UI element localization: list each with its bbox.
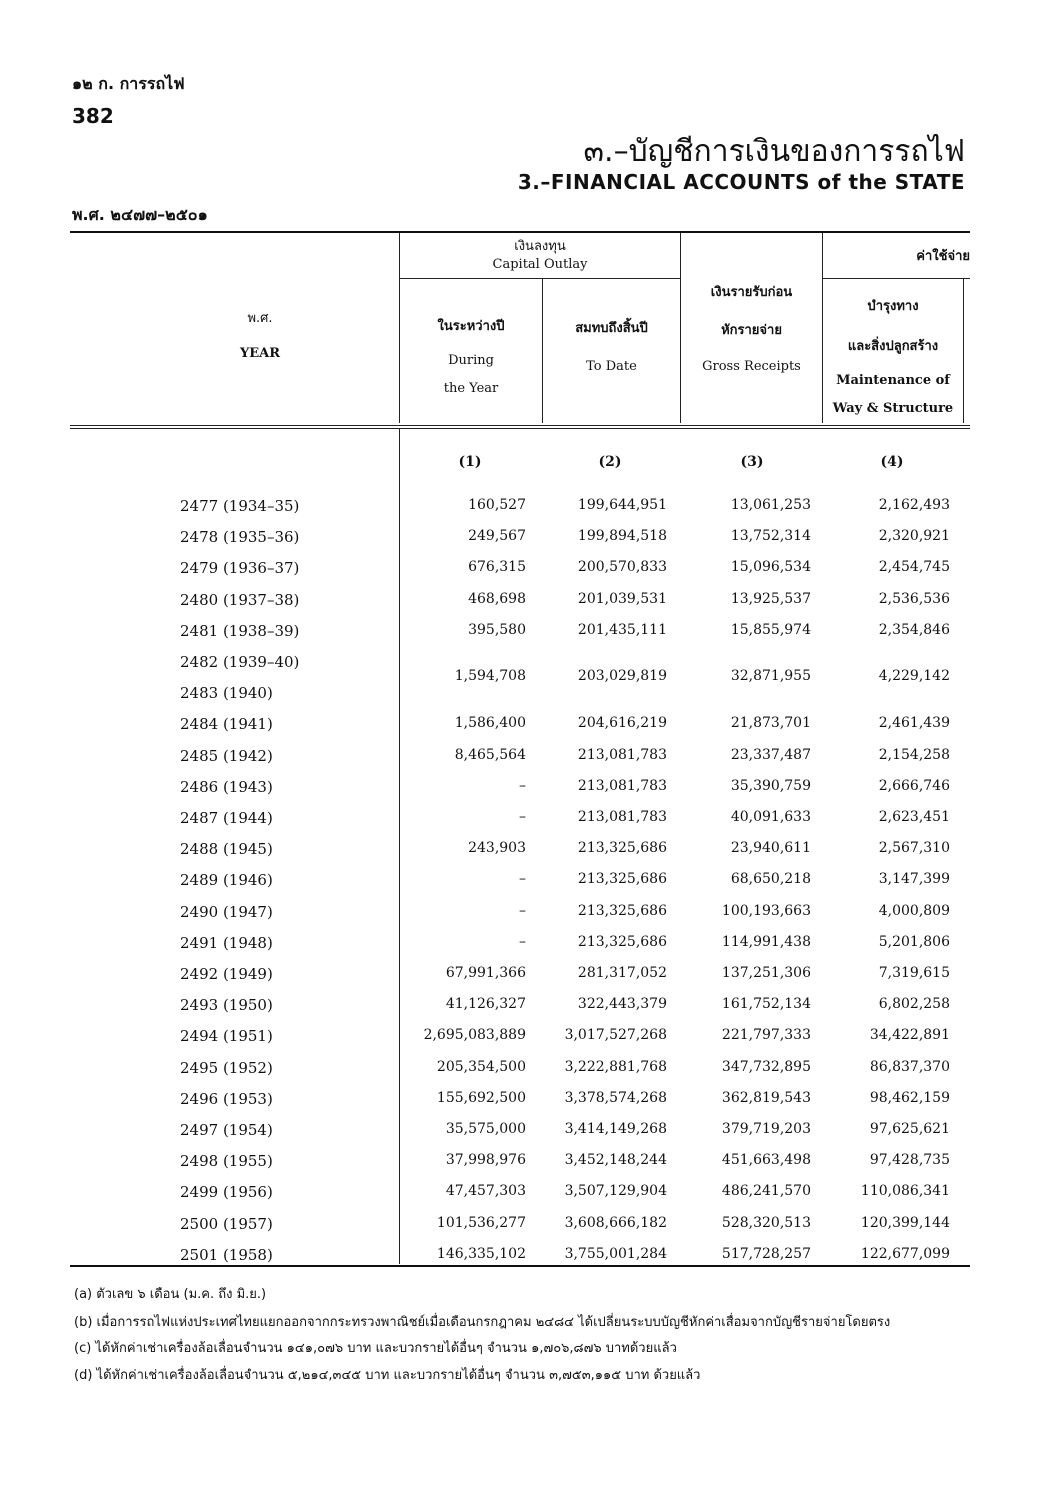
table-cell-c4: 34,422,891	[869, 1027, 950, 1043]
table-row-year: 2489 (1946)	[180, 871, 273, 889]
header-expense-th: ค่าใช้จ่าย	[916, 249, 970, 264]
table-cell-c1: –	[519, 809, 526, 825]
table-cell-c2: 199,894,518	[577, 528, 667, 544]
table-cell-c3: 528,320,513	[721, 1215, 811, 1231]
table-cell-c2: 201,435,111	[577, 622, 667, 638]
column-number-3: (3)	[740, 454, 764, 470]
table-row-year: 2481 (1938–39)	[180, 622, 300, 640]
table-cell-c4: 122,677,099	[860, 1246, 950, 1262]
table-cell-c4: 3,147,399	[878, 871, 950, 887]
table-cell-c1: 41,126,327	[445, 996, 526, 1012]
table-row-year: 2494 (1951)	[180, 1027, 273, 1045]
header-during-en2: the Year	[443, 381, 499, 396]
header-maint-th2: และสิ่งปลูกสร้าง	[847, 339, 939, 354]
table-cell-c2: 3,414,149,268	[564, 1121, 667, 1137]
table-cell-c2: 281,317,052	[577, 965, 667, 981]
table-cell-c1: 676,315	[468, 559, 526, 575]
table-row-year: 2491 (1948)	[180, 934, 273, 952]
footnote-b: (b) เมื่อการรถไฟแห่งประเทศไทยแยกออกจากกระทรวงพาณิชย์เมื่อเดือนกรกฎาคม ๒๔๘๔ ได้เปลี่ยนระบบบัญชีหักค่าเสื่อมจากบัญชีรายจ่ายโดยตรง	[74, 1315, 891, 1330]
table-row-year: 2493 (1950)	[180, 996, 273, 1014]
header-during-th: ในระหว่างปี	[437, 319, 505, 334]
table-row-year: 2500 (1957)	[180, 1215, 273, 1233]
table-cell-c2: 213,081,783	[577, 778, 667, 794]
table-cell-c2: 213,081,783	[577, 809, 667, 825]
table-cell-c3: 347,732,895	[721, 1059, 811, 1075]
divider-during	[542, 279, 543, 423]
table-cell-c2: 3,452,148,244	[564, 1152, 667, 1168]
period-label: พ.ศ. ๒๔๗๗–๒๕๐๑	[72, 205, 208, 224]
header-capital-th: เงินลงทุน	[514, 239, 566, 254]
table-cell-c2: 3,608,666,182	[564, 1215, 667, 1231]
table-row-year: 2480 (1937–38)	[180, 591, 300, 609]
table-cell-c3: 13,061,253	[730, 497, 811, 513]
table-cell-c4: 2,623,451	[878, 809, 950, 825]
table-cell-c4: 97,428,735	[869, 1152, 950, 1168]
table-cell-c1: 8,465,564	[454, 747, 526, 763]
table-cell-c2: 3,222,881,768	[564, 1059, 667, 1075]
table-cell-c1: 2,695,083,889	[423, 1027, 526, 1043]
table-cell-c4: 2,666,746	[878, 778, 950, 794]
column-number-2: (2)	[598, 454, 622, 470]
table-cell-c2: 203,029,819	[577, 668, 667, 684]
table-cell-c4: 2,461,439	[878, 715, 950, 731]
footnote-c: (c) ได้หักค่าเช่าเครื่องล้อเลื่อนจำนวน ๑๔๑,๐๗๖ บาท และบวกรายได้อื่นๆ จำนวน ๑,๗๐๖,๘๗๖ บาทด้วยแล้ว	[74, 1341, 677, 1356]
table-cell-c4: 2,154,258	[878, 747, 950, 763]
table-cell-c2: 200,570,833	[577, 559, 667, 575]
table-cell-c1: 101,536,277	[436, 1215, 526, 1231]
table-cell-c1: 47,457,303	[445, 1183, 526, 1199]
table-cell-c1: 395,580	[468, 622, 526, 638]
table-row-year: 2485 (1942)	[180, 747, 273, 765]
table-row-year: 2487 (1944)	[180, 809, 273, 827]
table-row-year: 2492 (1949)	[180, 965, 273, 983]
table-cell-c1: 249,567	[468, 528, 526, 544]
header-bottom-rule	[70, 425, 970, 426]
table-row-year: 2495 (1952)	[180, 1059, 273, 1077]
table-row-year: 2488 (1945)	[180, 840, 273, 858]
table-cell-c3: 13,925,537	[730, 591, 811, 607]
table-cell-c3: 486,241,570	[721, 1183, 811, 1199]
table-cell-c3: 13,752,314	[730, 528, 811, 544]
header-maint-en1: Maintenance of	[836, 373, 950, 388]
header-year-th: พ.ศ.	[247, 311, 273, 326]
table-cell-c1: 37,998,976	[445, 1152, 526, 1168]
table-cell-c3: 221,797,333	[721, 1027, 811, 1043]
table-cell-c1: –	[519, 871, 526, 887]
table-cell-c4: 2,567,310	[878, 840, 950, 856]
table-cell-c3: 517,728,257	[721, 1246, 811, 1262]
capital-underline	[399, 278, 680, 279]
table-cell-c2: 213,325,686	[577, 934, 667, 950]
table-cell-c3: 32,871,955	[730, 668, 811, 684]
table-row-year: 2477 (1934–35)	[180, 497, 300, 515]
table-cell-c3: 15,096,534	[730, 559, 811, 575]
table-cell-c4: 4,000,809	[878, 903, 950, 919]
table-row-year: 2486 (1943)	[180, 778, 273, 796]
table-cell-c1: –	[519, 934, 526, 950]
table-row-year: 2496 (1953)	[180, 1090, 273, 1108]
table-top-rule	[70, 231, 970, 233]
table-cell-c4: 2,536,536	[878, 591, 950, 607]
table-cell-c1: 155,692,500	[436, 1090, 526, 1106]
expense-underline	[822, 278, 970, 279]
table-cell-c2: 3,507,129,904	[564, 1183, 667, 1199]
table-cell-c1: 243,903	[468, 840, 526, 856]
header-maint-th1: บำรุงทาง	[867, 299, 919, 314]
table-cell-c3: 100,193,663	[721, 903, 811, 919]
footnote-d: (d) ได้หักค่าเช่าเครื่องล้อเลื่อนจำนวน ๕,๒๑๔,๓๔๕ บาท และบวกรายได้อื่นๆ จำนวน ๓,๗๕๓,๑๑๕ บาท ด้วยแล้ว	[74, 1368, 701, 1383]
footnote-a: (a) ตัวเลข ๖ เดือน (ม.ค. ถึง มิ.ย.)	[74, 1287, 267, 1302]
table-row-year: 2484 (1941)	[180, 715, 273, 733]
column-number-1: (1)	[458, 454, 482, 470]
table-cell-c3: 114,991,438	[721, 934, 811, 950]
table-cell-c3: 40,091,633	[730, 809, 811, 825]
table-cell-c4: 86,837,370	[869, 1059, 950, 1075]
table-cell-c3: 23,337,487	[730, 747, 811, 763]
table-cell-c3: 379,719,203	[721, 1121, 811, 1137]
table-row-year: 2498 (1955)	[180, 1152, 273, 1170]
table-cell-c4: 2,454,745	[878, 559, 950, 575]
table-cell-c2: 3,017,527,268	[564, 1027, 667, 1043]
header-todate-th: สมทบถึงสิ้นปี	[575, 321, 648, 336]
table-row-year: 2497 (1954)	[180, 1121, 273, 1139]
table-cell-c2: 213,325,686	[577, 840, 667, 856]
table-row-year: 2478 (1935–36)	[180, 528, 300, 546]
table-row-year: 2501 (1958)	[180, 1246, 273, 1264]
header-capital-en: Capital Outlay	[492, 257, 588, 272]
table-cell-c3: 15,855,974	[730, 622, 811, 638]
table-cell-c3: 21,873,701	[730, 715, 811, 731]
table-cell-c4: 120,399,144	[860, 1215, 950, 1231]
header-during-en1: During	[448, 353, 494, 368]
table-cell-c2: 199,644,951	[577, 497, 667, 513]
table-cell-c1: 146,335,102	[436, 1246, 526, 1262]
table-cell-c1: 35,575,000	[445, 1121, 526, 1137]
table-cell-c3: 362,819,543	[721, 1090, 811, 1106]
table-cell-c1: 468,698	[468, 591, 526, 607]
table-cell-c2: 204,616,219	[577, 715, 667, 731]
table-cell-c4: 97,625,621	[869, 1121, 950, 1137]
table-cell-c1: 205,354,500	[436, 1059, 526, 1075]
header-bottom-rule-2	[70, 428, 970, 429]
table-cell-c3: 68,650,218	[730, 871, 811, 887]
table-cell-c1: 1,594,708	[454, 668, 526, 684]
table-row-year: 2490 (1947)	[180, 903, 273, 921]
table-bottom-rule	[70, 1265, 970, 1267]
running-head: ๑๒ ก. การรถไฟ	[72, 74, 185, 93]
header-year-en: YEAR	[239, 346, 281, 361]
table-cell-c4: 110,086,341	[860, 1183, 950, 1199]
table-cell-c4: 4,229,142	[878, 668, 950, 684]
table-cell-c2: 201,039,531	[577, 591, 667, 607]
table-cell-c3: 35,390,759	[730, 778, 811, 794]
table-cell-c1: 67,991,366	[445, 965, 526, 981]
table-cell-c4: 7,319,615	[878, 965, 950, 981]
table-row-year: 2499 (1956)	[180, 1183, 273, 1201]
title-english: 3.–FINANCIAL ACCOUNTS of the STATE	[517, 170, 965, 194]
table-cell-c4: 2,320,921	[878, 528, 950, 544]
divider-year-body	[399, 428, 400, 1264]
table-cell-c3: 137,251,306	[721, 965, 811, 981]
column-number-4: (4)	[880, 454, 904, 470]
table-cell-c2: 3,378,574,268	[564, 1090, 667, 1106]
header-todate-en: To Date	[586, 359, 637, 374]
table-cell-c2: 3,755,001,284	[564, 1246, 667, 1262]
table-cell-c2: 213,325,686	[577, 903, 667, 919]
table-row-year: 2479 (1936–37)	[180, 559, 300, 577]
table-cell-c2: 213,081,783	[577, 747, 667, 763]
page-number: 382	[72, 104, 114, 128]
table-cell-c2: 213,325,686	[577, 871, 667, 887]
table-cell-c3: 161,752,134	[721, 996, 811, 1012]
table-cell-c3: 23,940,611	[730, 840, 811, 856]
header-gross-th1: เงินรายรับก่อน	[710, 285, 793, 300]
table-cell-c4: 2,354,846	[878, 622, 950, 638]
table-cell-c4: 98,462,159	[869, 1090, 950, 1106]
header-maint-en2: Way & Structure	[832, 401, 954, 416]
table-row-year: 2482 (1939–40)	[180, 653, 300, 671]
header-gross-th2: หักรายจ่าย	[721, 323, 782, 338]
table-cell-c1: 160,527	[468, 497, 526, 513]
table-cell-c1: –	[519, 778, 526, 794]
table-cell-c4: 5,201,806	[878, 934, 950, 950]
table-cell-c2: 322,443,379	[577, 996, 667, 1012]
table-cell-c1: 1,586,400	[454, 715, 526, 731]
title-thai: ๓.–บัญชีการเงินของการรถไฟ	[583, 134, 965, 169]
table-row-year: 2483 (1940)	[180, 684, 273, 702]
table-cell-c4: 2,162,493	[878, 497, 950, 513]
table-cell-c1: –	[519, 903, 526, 919]
divider-maint	[963, 279, 964, 423]
header-gross-en: Gross Receipts	[702, 359, 801, 374]
table-cell-c4: 6,802,258	[878, 996, 950, 1012]
table-cell-c3: 451,663,498	[721, 1152, 811, 1168]
